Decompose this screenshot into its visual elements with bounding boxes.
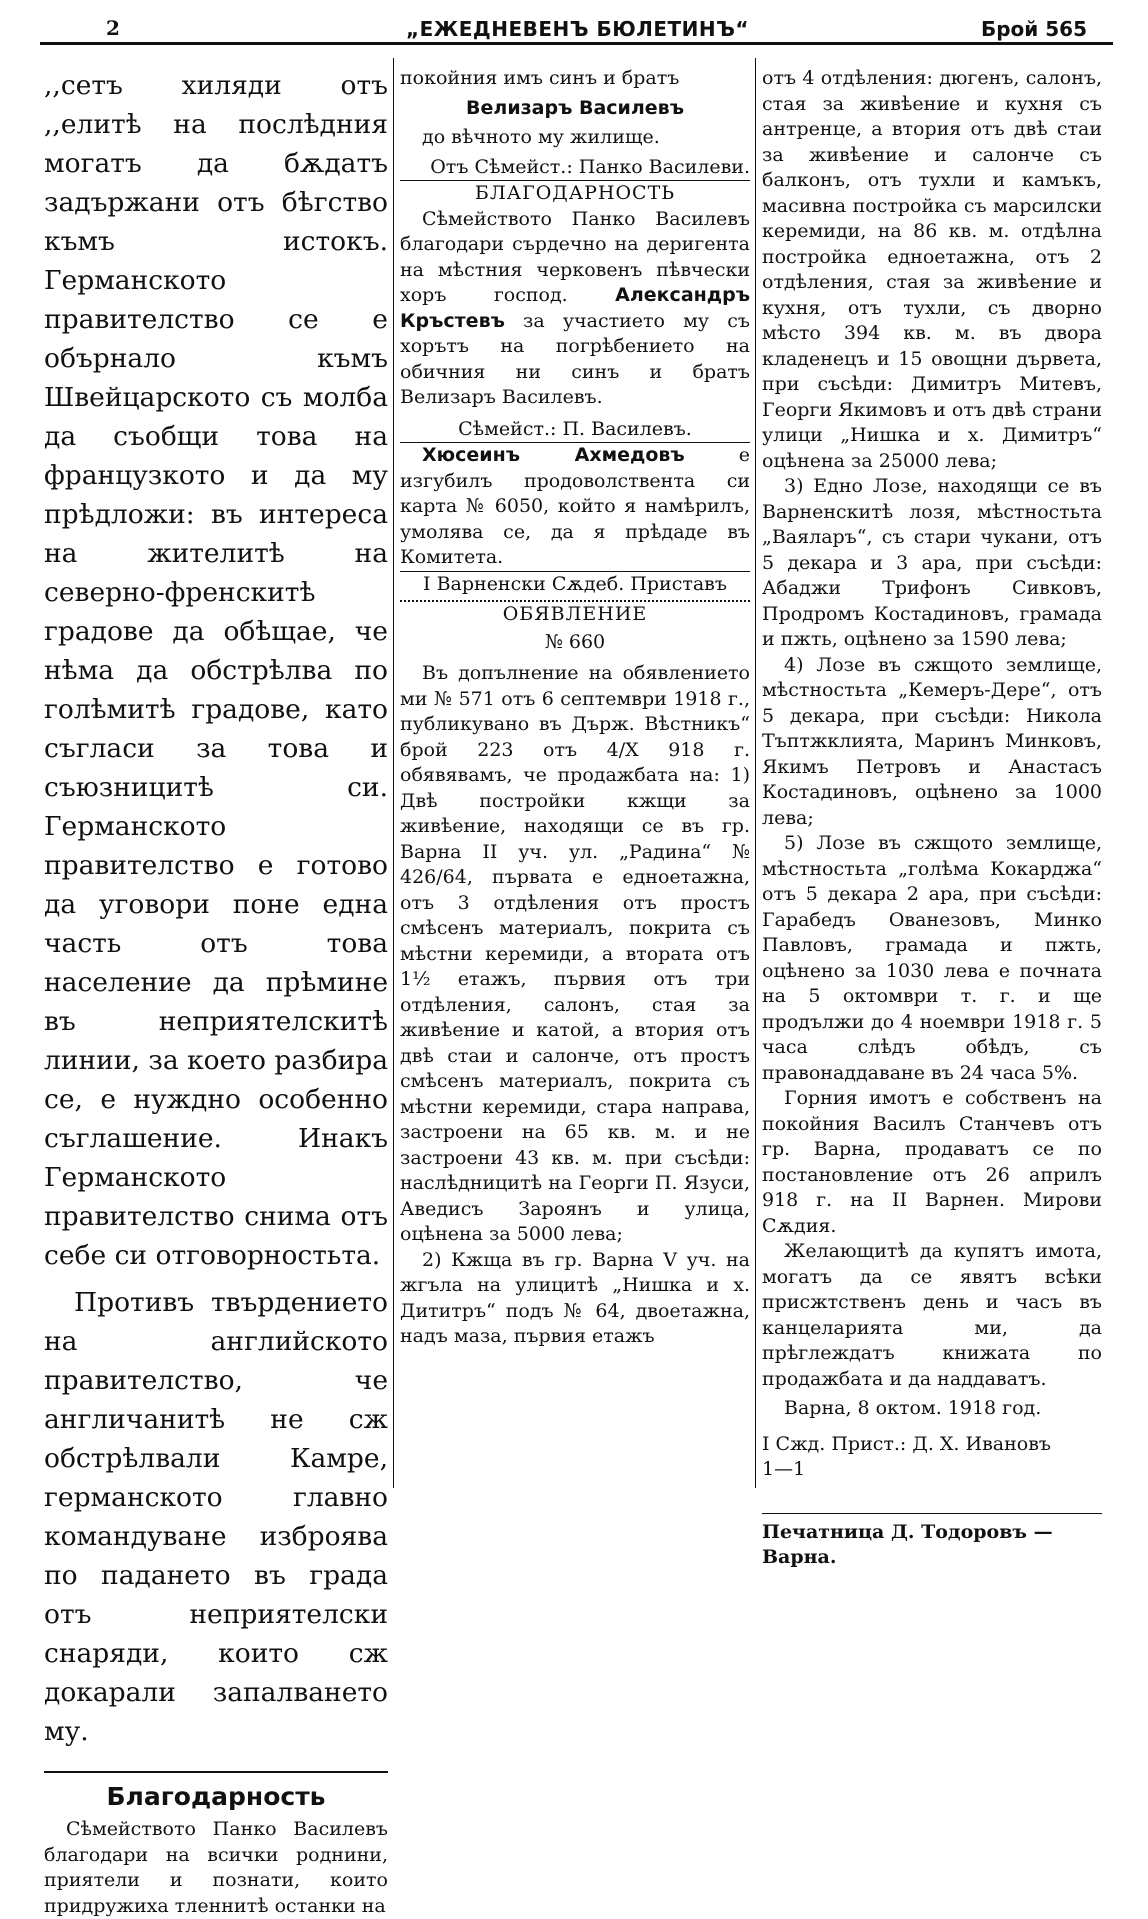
article-paragraph: ,,сетъ хиляди отъ ,,елитѣ на послѣдния могатъ да бѫдатъ задържани отъ бѣгство къмъ истокъ. Германското правителство се е обърнало къмъ Швейцарското съ молба да съобщи това на французкото и да му прѣдложи: въ интереса на жителитѣ на северно-френскитѣ градове да обѣщае, че нѣма да обстрѣлва по голѣмитѣ градове, като съгласи за това и съюзницитѣ си. Германското правителство е готово да уговори поне една часть отъ това население да прѣмине въ неприятелскитѣ линии, за което разбира се, е нуждно особенно съглашение. Инакъ Германското правителство снима отъ себе си отговорностьта. <box>44 70 388 1271</box>
notice-continuation: покойния имъ синъ и братъ <box>400 67 680 89</box>
issue-number: Брой 565 <box>980 17 1087 41</box>
thanks-text <box>400 207 750 411</box>
lost-card-notice <box>400 443 750 571</box>
printer-line: Печатница Д. Тодоровъ — Варна. <box>762 1513 1102 1571</box>
column-3 <box>762 66 1102 1571</box>
thanks-text-part: за участието му съ хорътъ на погрѣбението на обичния ни синъ и братъ Велизаръ Василевъ. <box>400 309 750 408</box>
thanks-text-part: Сѣмейството Панко Василевъ благодари сърдечно на деригента на мѣстния черковенъ пѣвчески хоръ господ. <box>400 207 750 306</box>
notice-buyers: Желающитѣ да купятъ имота, могатъ да се явятъ всѣки присжтственъ день и часъ въ канцеларията ми, да прѣглеждатъ книжата по продажбата и да наддаватъ. <box>762 1240 1102 1390</box>
header-rule <box>40 42 1113 45</box>
notice-item: 2) Кжща въ гр. Варна V уч. на жгъла на улицитѣ „Нишка и х. Дититръ“ подъ № 64, двоетажна, надъ маза, първия етажъ <box>400 1248 750 1347</box>
news-article <box>44 66 388 1751</box>
column-1 <box>44 66 388 1919</box>
notice-item: 3) Едно Лозе, находящи се въ Варненскитѣ лозя, мѣстностьта „Ваяларъ“, съ стари чукани, отъ 5 декара и 3 ара, при съсѣди: Абаджи Трифонъ Сивковъ, Продромъ Костадиновъ, грамада и пжть, оцѣнено за 1590 лева; <box>762 475 1102 650</box>
section-rule <box>44 1771 388 1773</box>
notice-item: 4) Лозе въ сжщото землище, мѣстностьта „Кемеръ-Дере“, отъ 5 декара, при съсѣди: Никола Тъптжклията, Маринъ Минковъ, Якимъ Петровъ и Анастасъ Костадиновъ, оцѣнено за 1000 лева; <box>762 653 1102 829</box>
notice-number: № 660 <box>544 630 606 653</box>
lost-card-text: е изгубилъ продоволствента си карта № 6050, който я намѣрилъ, умолява се, да я прѣдаде въ Комитета. <box>400 444 750 568</box>
page-header <box>40 10 1115 40</box>
notice-owner: Горния имотъ е собственъ на покойния Василъ Станчевъ отъ гр. Варна, продаватъ се по постановление отъ 26 априлъ 918 г. на II Варнен. Мирови Сѫдия. <box>762 1087 1102 1237</box>
newspaper-title: „ЕЖЕДНЕВЕНЪ БЮЛЕТИНЪ“ <box>405 17 750 41</box>
notice-text: Въ допълнение на обявлението ми № 571 отъ 6 септември 1918 г., публикувано въ Държ. Вѣстникъ“ брой 223 отъ 4/X 918 г. обявявамъ, че продажбата на: 1) Двѣ постройки кжщи за живѣение, находящи се въ гр. Варна II уч. ул. „Радина“ № 426/64, първата е едноетажна, отъ 3 отдѣления отъ простъ смѣсенъ материалъ, покрита съ мѣстни керемиди, а втората отъ 1½ етажъ, първия отъ три отдѣления, салонъ, стая за живѣение и катой, а втория отъ двѣ стаи и салонче, отъ простъ смѣсенъ материалъ, покрита съ мѣстни керемиди, стара направа, застроени на 65 кв. м. и не застроени 43 кв. м. при съсѣди: наслѣдницитѣ на Георги П. Язуси, Аведисъ Зароянъ и улица, оцѣнена за 5000 лева; <box>400 662 750 1245</box>
bailiff-heading: I Варненски Сѫдеб. Приставъ <box>400 572 750 603</box>
notice-line: до вѣчното му жилище. <box>422 126 660 148</box>
thanks-text: Сѣмейството Панко Василевъ благодари на всички роднини, приятели и познати, които придружиха тленнитѣ останки на <box>44 1818 388 1917</box>
bailiff-signature: I Сжд. Прист.: Д. Х. Ивановъ <box>762 1432 1051 1455</box>
family-signature: Отъ Сѣмейст.: Панко Василеви. <box>430 155 750 178</box>
column-divider <box>393 58 394 1488</box>
notice-title: ОБЯВЛЕНИЕ <box>502 603 648 625</box>
thanks-heading: Благодарность <box>106 1782 326 1811</box>
notice-count: 1—1 <box>762 1458 806 1480</box>
lost-card-owner: Хюсеинъ Ахмедовъ <box>422 444 685 466</box>
column-2 <box>400 66 750 1350</box>
column-divider <box>755 58 756 1488</box>
deceased-name: Велизаръ Василевъ <box>466 96 684 119</box>
thanked-person: Александръ Кръстевъ <box>400 284 750 332</box>
family-signature: Сѣмейст.: П. Василевъ. <box>458 417 692 440</box>
page-number: 2 <box>106 16 120 40</box>
notice-item: 5) Лозе въ сжщото землище, мѣстностьта „голѣма Кокарджа“ отъ 5 декара 2 ара, при съсѣди: Гарабедъ Ованезовъ, Минко Павловъ, грамада и пжть, оцѣнено за 1030 лева е почната на 5 октомври т. г. и ще продължи до 4 ноември 1918 г. 5 часа слѣдъ обѣдъ, съ правонаддаване въ 24 часа 5%. <box>762 832 1102 1084</box>
notice-continuation: отъ 4 отдѣления: дюгенъ, салонъ, стая за живѣение и кухня съ антренце, а втория отъ двѣ стаи за живѣение и салонче съ балконъ, отъ тухли и камъкъ, масивна постройка съ марсилски керемиди, на 86 кв. м. отдѣлна постройка едноетажна, отъ 2 отдѣления, стая за живѣение и кухня, отъ тухли, съ дворно мѣсто 394 кв. м. въ двора кладенецъ и 15 овощни дървета, при съсѣди: Димитръ Митевъ, Георги Якимовъ и отъ двѣ страни улици „Нишка и х. Димитръ“ оцѣнена за 25000 лева; <box>762 67 1102 472</box>
notice-date: Варна, 8 октом. 1918 год. <box>784 1397 1042 1419</box>
article-paragraph: Противъ твърдението на английското правителство, че англичанитѣ не сж обстрѣлвали Камре, германското главно командуване изброява по паданeто въ града отъ неприятелски снаряди, които сж докарали запалването му. <box>44 1287 388 1747</box>
thanks-heading: БЛАГОДАРНОСТЬ <box>474 182 676 204</box>
